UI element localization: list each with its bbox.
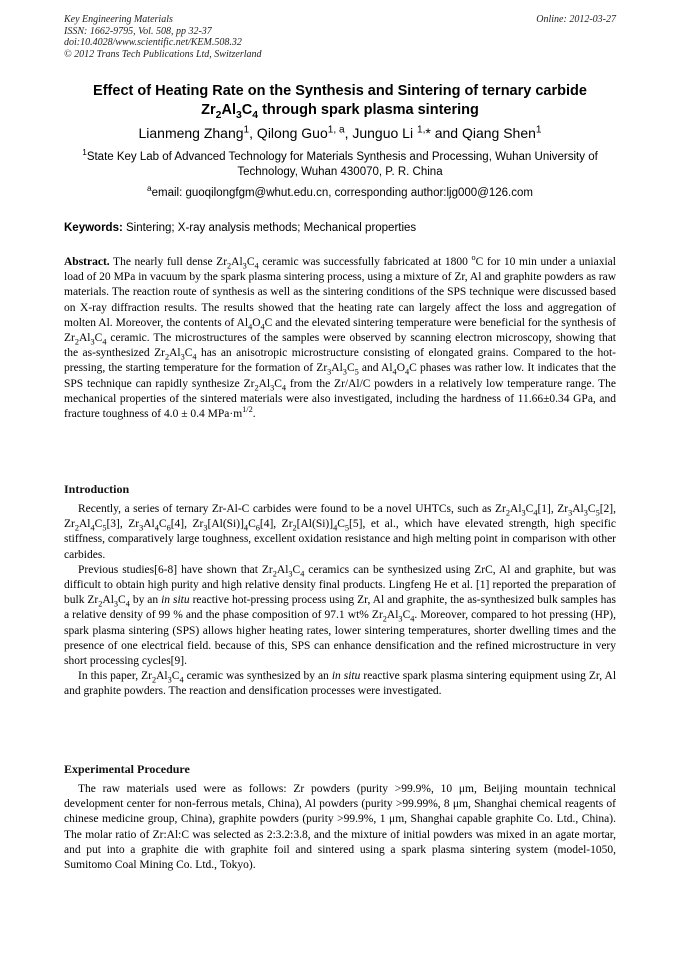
title-line-2: $Zr_2Al_3C_4$ through spark plasma sintering — [201, 102, 479, 121]
contact-email: $^a$email: guoqilongfgm@whut.edu.cn, corresponding author:ljg000@126.com — [147, 184, 533, 199]
journal-header — [64, 14, 616, 60]
introduction-body — [64, 502, 616, 700]
issn-line: ISSN: 1662-9795, Vol. 508, pp 32-37 — [64, 25, 212, 37]
author-list: Lianmeng Zhang$^1$, Qilong Guo$^{1, a}$, Junguo Li $^{1,}$* and Qiang Shen$^1$ — [138, 124, 542, 141]
journal-name: Key Engineering Materials — [64, 14, 173, 25]
copyright-line: © 2012 Trans Tech Publications Ltd, Switzerland — [64, 48, 262, 60]
title-line-1: Effect of Heating Rate on the Synthesis and Sintering of ternary carbide — [93, 83, 587, 99]
intro-paragraph-3: In this paper, $Zr_2Al_3C_4$ ceramic was synthesized by an in situ reactive spark plasma sintering equipment using Zr, Al and graphite powders. The reaction and densification processes were investigated. — [64, 670, 617, 698]
intro-paragraph-2: Previous studies[6-8] have shown that $Zr_2Al_3C_4$ ceramics can be synthesized using ZrC, Al and graphite, but was difficult to obtain high purity and high relative density final products. Lingfeng He et al. [1] reported the preparation of bulk $Zr_2Al_3C_4$ by an in situ reactive hot-pressing process using Zr, Al and graphite, the as-synthesized bulk samples has a relative density of 99 % and the phase composition of 97.1 wt% $Zr_2Al_3C_4$. Moreover, compared to hot pressing (HP), spark plasma sintering (SPS) allows higher heating rates, lower sintering temperatures, shorter dwelling times and the presence of one electrical field. because of this, SPS can enhance densification and the refined microstructure in very short processing cycles[9]. — [64, 563, 616, 668]
online-date: Online: 2012-03-27 — [536, 14, 616, 25]
experimental-body — [64, 782, 616, 873]
abstract-label: Abstract. — [64, 256, 110, 268]
intro-paragraph-1: Recently, a series of ternary Zr-Al-C carbides were found to be a novel UHTCs, such as $Zr_2Al_3C_4[1]$, $Zr_3Al_3C_5[2]$, $Zr_2Al_4C_5[3]$, $Zr_3Al_4C_6[4]$, $Zr_3[Al(Si)]_4C_6[4]$, $Zr_2[Al(Si)]_4C_5[5]$, et al., which have elevated strength, high specific stiffness, comparatively large toughness, excellent oxidation resistance and high melting point in comparison with other carbides. — [64, 503, 617, 561]
affiliation: $^1$State Key Lab of Advanced Technology for Materials Synthesis and Processing, Wuhan University of Technology, Wuhan 430070, P. R. China — [82, 148, 598, 178]
experimental-heading: Experimental Procedure — [64, 762, 190, 776]
keywords: Keywords: Sintering; X-ray analysis methods; Mechanical properties — [64, 222, 417, 234]
introduction-heading: Introduction — [64, 482, 130, 496]
doi-line: doi:10.4028/www.scientific.net/KEM.508.32 — [64, 37, 242, 48]
abstract: Abstract. The nearly full dense $Zr_2Al_3C_4$ ceramic was successfully fabricated at 1800 $^o$C for 10 min under a uniaxial load of 20 MPa in vacuum by the spark plasma sintering process, using a mixture of Zr, Al and graphite powders as raw materials. The reaction route of synthesis as well as the sintering conditions of the SPS technique were discussed based on X-ray diffraction results. The results showed that the heating rate can largely affect the loss and aggregation of molten Al. Moreover, the contents of $Al_4O_4C$ and the elevated sintering temperature were beneficial for the synthesis of $Zr_2Al_3C_4$ ceramic. The microstructures of the samples were observed by scanning electron microscopy, showing that the as-synthesized $Zr_2Al_3C_4$ has an anisotropic microstructure consisting of elongated grains. Compared to the hot-pressing, the starting temperature for the formation of $Zr_3Al_3C_5$ and $Al_4O_4C$ phases was rather low. It indicates that the SPS technique can rapidly synthesize $Zr_2Al_3C_4$ from the Zr/Al/C powders in a relatively low temperature range. The mechanical properties of the sintered materials were also investigated, including the hardness of 11.66±0.34 GPa, and fracture toughness of 4.0 ± 0.4 $MPa\cdot m^{1/2}$. — [64, 253, 616, 421]
paper-title — [60, 82, 620, 120]
experimental-paragraph-1: The raw materials used were as follows: Zr powders (purity >99.9%, 10 μm, Beijing mountain technical development center for non-ferrous metals, China), Al powders (purity >99.99%, 8 μm, Shanghai chemical reagents of chinese medicine group, China), graphite powders (purity >99.9%, 1 μm, Shanghai capable graphite Co. Ltd., China). The molar ratio of Zr:Al:C was selected as 2:3.2:3.8, and the mixture of initial powders was mixed in an agate mortar, and put into a graphite die with graphite foil and sintered using a spark plasma sintering system (model-1050, Sumitomo Coal Mining Co. Ltd., Tokyo). — [64, 783, 616, 872]
